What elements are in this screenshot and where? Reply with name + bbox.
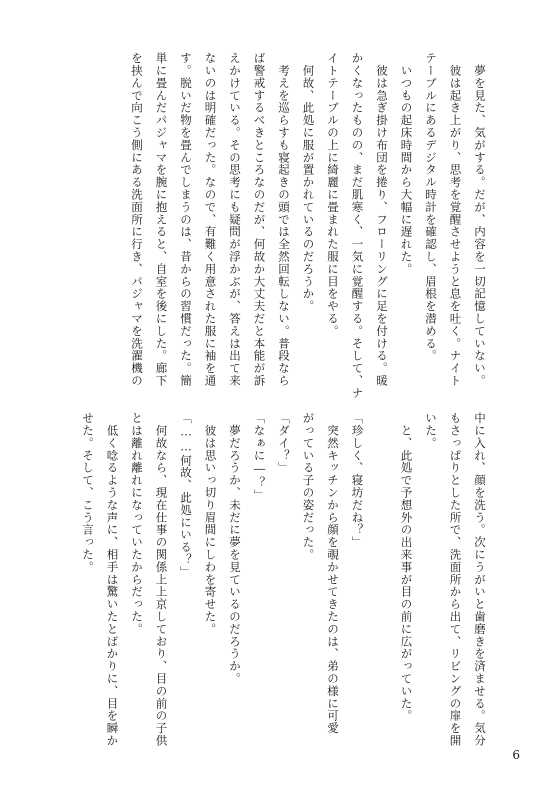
text-line: えかけている。その思考にも疑問が浮かぶが、答えは出て来 [228,52,242,387]
text-line: ないのは明確だった。なので、有難く用意された服に袖を通 [203,52,218,387]
page-number: 6 [512,748,520,762]
text-line: もさっぱりとした所で、洗面所から出て、リビングの扉を開 [448,412,463,747]
text-line: 「……何故、此処にいる？」 [179,412,193,579]
text-line: 彼は思いっ切り眉間にしわを寄せた。 [203,412,218,636]
text-line: 「なぁに―？」 [252,412,267,502]
text-line: 何故なら、現在仕事の関係上上京しており、目の前の子供 [154,412,169,747]
text-line: 単に畳んだパジャマを腕に抱えると、自室を後にした。廊下 [154,52,169,387]
upper-text-block [125,52,493,400]
lower-text-block [76,412,493,747]
text-line: 「ダイ？」 [277,412,291,474]
text-line: テーブルにあるデジタル時計を確認し、眉根を潜める。 [424,52,438,362]
text-line: がっている子の姿だった。 [301,412,316,561]
text-line: 突然キッチンから顔を覗かせてきたのは、弟の様に可愛 [326,412,340,735]
text-line: 考えを巡らすも寝起きの頭では全然回転しない。普段なら [277,52,291,387]
text-line: 彼は急ぎ掛け布団を捲り、フローリングに足を付ける。暖 [375,52,389,387]
text-line: す。脱いだ物を畳んでしまうのは、昔からの習慣だった。簡 [179,52,193,387]
text-line: ば警戒するべきところなのだが、何故か大丈夫だと本能が訴 [252,52,267,387]
text-line: いつもの起床時間から大幅に遅れた。 [399,52,414,276]
text-line: 何故、此処に服が置かれているのだろうか。 [301,52,316,313]
text-line: イトテーブルの上に綺麗に畳まれた服に目をやる。 [326,52,340,338]
text-line: かくなったものの、まだ肌寒く、一気に覚醒する。そして、ナ [350,52,365,400]
text-line: いた。 [424,412,438,450]
text-line: せた。そして、こう言った。 [81,412,95,574]
text-line: 低く唸るような声に、相手は驚いたとばかりに、目を瞬か [105,412,120,747]
text-line: 夢を見た、気がする。だが、内容を一切記憶していない。 [473,52,487,387]
text-line: 彼は起き上がり、思考を覚醒させようと息を吐く。ナイト [448,52,463,387]
text-line: 「珍しく、寝坊だね？」 [350,412,365,549]
text-line: と、此処で予想外の出来事が目の前に広がっていた。 [399,412,414,722]
text-line: とは離れ離れになっていたからだった。 [130,412,144,636]
text-line: 中に入れ、顔を洗う。次にうがいと歯磨きを済ませる。気分 [473,412,487,747]
text-line: 夢だろうか、未だに夢を見ているのだろうか。 [228,412,242,685]
text-line [370,412,395,712]
text-line: を挟んで向こう側にある洗面所に行き、パジャマを洗濯機の [130,52,144,387]
